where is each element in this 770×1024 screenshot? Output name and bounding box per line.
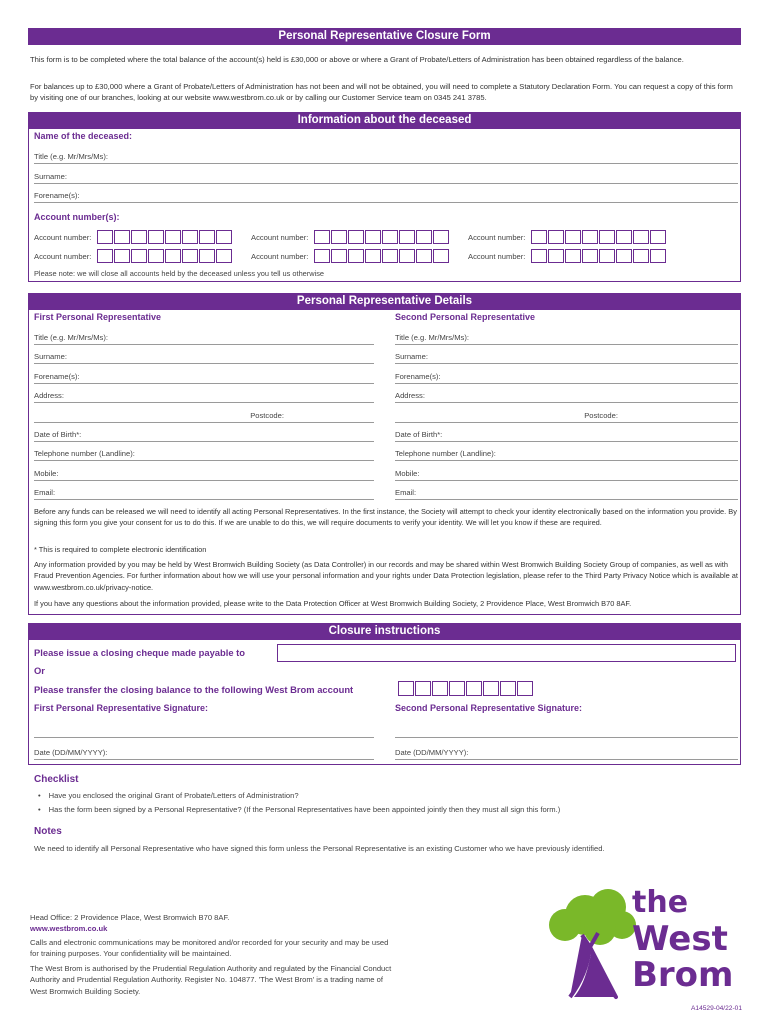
- pr2-surname-field[interactable]: Surname:: [395, 351, 738, 364]
- transfer-account-cells[interactable]: [398, 681, 534, 696]
- footer-website-wrap: [30, 923, 410, 934]
- deceased-surname-field[interactable]: Surname:: [34, 171, 738, 184]
- pr2-forenames-field[interactable]: Forename(s):: [395, 371, 738, 384]
- accounts-note: Please note: we will close all accounts held by the deceased unless you tell us otherwise: [34, 269, 325, 278]
- account-number-field[interactable]: [34, 230, 233, 244]
- checklist-item: • Has the form been signed by a Personal Representative? (If the Personal Representatives have been appointed jointly then they must all sign this form.): [38, 805, 560, 814]
- account-number-cells[interactable]: [97, 249, 233, 263]
- account-numbers-label: Account number(s):: [34, 212, 120, 222]
- footer-legal-notice: The West Brom is authorised by the Prudential Regulation Authority and regulated by the Financial Conduct Authority and Prudential Regulation Authority. Register No. 104877. 'The West Brom' is a trading name of West Bromwich Building Society.: [30, 964, 392, 996]
- pr1-mobile-field[interactable]: Mobile:: [34, 468, 374, 481]
- deceased-forenames-field[interactable]: Forename(s):: [34, 190, 738, 203]
- pr2-email-field[interactable]: Email:: [395, 487, 738, 500]
- checklist-item: • Have you enclosed the original Grant of Probate/Letters of Administration?: [38, 791, 299, 800]
- pr2-title-field[interactable]: Title (e.g. Mr/Mrs/Ms):: [395, 332, 738, 345]
- data-protection-paragraph: Any information provided by you may be held by West Bromwich Building Society (as Data Controller) in our records and may be shared within West Bromwich Building Society Group of companies, as well as with Fraud Prevention Agencies. For further information about how we will use your personal information and your rights under Data Protection legislation, please refer to the Third Party Privacy Notice which is available at www.westbrom.co.uk/privacy-notice.: [34, 560, 738, 592]
- first-pr-date-field[interactable]: Date (DD/MM/YYYY):: [34, 747, 374, 760]
- pr2-phone-field[interactable]: Telephone number (Landline):: [395, 448, 738, 461]
- intro-paragraph-2: For balances up to £30,000 where a Grant of Probate/Letters of Administration has not been and will not be obtained, you will need to complete a Statutory Declaration Form. You can request a copy of this form by visiting one of our branches, looking at our website www.westbrom.co.uk or by calling our Customer Service team on 0345 241 3785.: [30, 82, 733, 102]
- transfer-label: Please transfer the closing balance to the following West Brom account: [34, 684, 354, 695]
- account-number-label: Account number:: [34, 251, 92, 261]
- account-number-cells[interactable]: [97, 230, 233, 244]
- second-pr-date-field[interactable]: Date (DD/MM/YYYY):: [395, 747, 738, 760]
- account-number-cells[interactable]: [314, 249, 450, 263]
- pr1-phone-field[interactable]: Telephone number (Landline):: [34, 448, 374, 461]
- account-number-field[interactable]: [34, 249, 233, 263]
- deceased-name-label: Name of the deceased:: [34, 131, 133, 141]
- pr2-address-field[interactable]: Address:: [395, 390, 738, 403]
- pr1-forenames-field[interactable]: Forename(s):: [34, 371, 374, 384]
- first-pr-label: First Personal Representative: [34, 312, 162, 322]
- account-number-cells[interactable]: [314, 230, 450, 244]
- closure-section-heading: Closure instructions: [29, 623, 740, 640]
- pr1-surname-field[interactable]: Surname:: [34, 351, 374, 364]
- cheque-payee-label: Please issue a closing cheque made payable to: [34, 647, 246, 658]
- pr-section-heading: Personal Representative Details: [29, 293, 740, 310]
- form-reference: A14529-04/22-01: [691, 1005, 742, 1012]
- footer-calls-notice: Calls and electronic communications may be monitored and/or recorded for your security and may be used for training purposes. Your confidentiality will be maintained.: [30, 938, 389, 959]
- second-pr-signature-line[interactable]: [395, 725, 738, 738]
- account-number-label: Account number:: [251, 232, 309, 242]
- account-number-field[interactable]: [468, 230, 667, 244]
- cheque-payee-input[interactable]: [277, 644, 736, 662]
- deceased-title-field[interactable]: Title (e.g. Mr/Mrs/Ms):: [34, 151, 738, 164]
- second-pr-signature-label: Second Personal Representative Signature:: [395, 703, 583, 713]
- account-number-label: Account number:: [468, 232, 526, 242]
- pr2-mobile-field[interactable]: Mobile:: [395, 468, 738, 481]
- pr1-dob-field[interactable]: Date of Birth*:: [34, 429, 374, 442]
- logo-line-brom: Brom: [632, 955, 734, 995]
- pr1-address-field[interactable]: Address:: [34, 390, 374, 403]
- account-number-cells[interactable]: [531, 230, 667, 244]
- account-number-field[interactable]: [251, 249, 450, 263]
- form-title: Personal Representative Closure Form: [28, 28, 741, 45]
- first-pr-signature-label: First Personal Representative Signature:: [34, 703, 209, 713]
- logo-line-the: the: [632, 885, 689, 920]
- pr1-postcode-field[interactable]: Postcode:: [34, 410, 374, 423]
- second-pr-label: Second Personal Representative: [395, 312, 536, 322]
- intro-paragraph-1: This form is to be completed where the total balance of the account(s) held is £30,000 or above or where a Grant of Probate/Letters of Administration has been obtained regardless of the balance.: [30, 55, 684, 64]
- checklist-title: Checklist: [34, 774, 79, 785]
- first-pr-signature-line[interactable]: [34, 725, 374, 738]
- account-number-label: Account number:: [251, 251, 309, 261]
- pr2-postcode-field[interactable]: Postcode:: [395, 410, 738, 423]
- footer-address: Head Office: 2 Providence Place, West Bromwich B70 8AF.: [30, 913, 230, 922]
- pr2-dob-field[interactable]: Date of Birth*:: [395, 429, 738, 442]
- notes-text: We need to identify all Personal Representative who have signed this form unless the Personal Representative is an existing Customer who we have previously identified.: [34, 844, 605, 853]
- account-number-field[interactable]: [251, 230, 450, 244]
- account-number-field[interactable]: [468, 249, 667, 263]
- pr1-title-field[interactable]: Title (e.g. Mr/Mrs/Ms):: [34, 332, 374, 345]
- account-number-label: Account number:: [468, 251, 526, 261]
- data-officer-paragraph: If you have any questions about the information provided, please write to the Data Protection Officer at West Bromwich Building Society, 2 Providence Place, West Bromwich B70 8AF.: [34, 599, 632, 608]
- footer-website-link[interactable]: www.westbrom.co.uk: [30, 924, 108, 933]
- logo-line-west: West: [632, 919, 728, 959]
- account-number-cells[interactable]: [531, 249, 667, 263]
- notes-title: Notes: [34, 826, 62, 837]
- pr1-email-field[interactable]: Email:: [34, 487, 374, 500]
- or-label: Or: [34, 665, 45, 676]
- account-number-label: Account number:: [34, 232, 92, 242]
- identity-paragraph: Before any funds can be released we will need to identify all acting Personal Representatives. In the first instance, the Society will attempt to check your identity electronically based on the information you provide. By signing this form you give your consent for us to do this. If we are unable to do this, we will require documents to verify your identity. We will let you know if these are required.: [34, 507, 737, 528]
- deceased-section-heading: Information about the deceased: [29, 112, 740, 129]
- identity-footnote: * This is required to complete electronic identification: [34, 545, 207, 554]
